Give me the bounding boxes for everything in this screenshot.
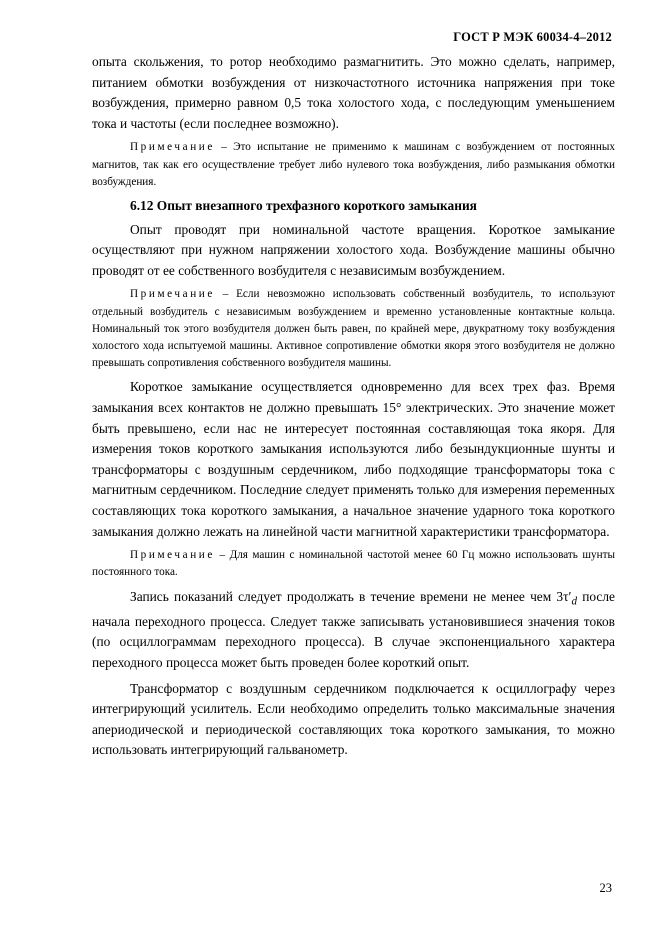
paragraph-continuation: опыта скольжения, то ротор необходимо размагнитить. Это можно сделать, например, питанием обмотки возбуждения от низкочастотного источника напряжения при токе возбуждения, примерно равном 0,5 тока холостого хода, с последующим уменьшением тока и частоты (если последнее возможно). <box>92 54 615 131</box>
note-text: – Для машин с номинальной частотой менее 60 Гц можно использовать шунты постоянного тока. <box>92 549 615 579</box>
note-text: – Если невозможно использовать собственный возбудитель, то используют отдельный возбудитель с независимым возбуждением и временно установленные контактные кольца. Номинальный ток этого возбудителя должен быть равен, по крайней мере, двукратному току возбуждения холостого хода испытуемой машины. Активное сопротивление обмотки якоря этого возбудителя не должно превышать сопротивления собственного возбудителя машины. <box>92 288 615 370</box>
note-label: Примечание <box>130 141 215 154</box>
time-constant-symbol: τ′ <box>563 588 572 604</box>
page-number: 23 <box>599 881 612 895</box>
note-label: Примечание <box>130 549 215 562</box>
standard-header: ГОСТ Р МЭК 60034-4–2012 <box>453 30 612 44</box>
section-heading: 6.12 Опыт внезапного трехфазного короткого замыкания <box>130 197 477 213</box>
note-text: – Это испытание не применимо к машинам с возбуждением от постоянных магнитов, так как его осуществление требует либо нулевого тока возбуждения, либо размыкания обмотки возбуждения. <box>92 141 615 188</box>
paragraph-transformer: Трансформатор с воздушным сердечником подключается к осциллографу через интегрирующий усилитель. Если необходимо определить только максимальные значения апериодической и периодической составляющих тока короткого замыкания, то можно использовать интегрирующий гальванометр. <box>92 680 615 758</box>
time-constant-subscript: d <box>571 595 578 608</box>
text-fragment: после начала переходного процесса. Следует также записывать установившиеся значения токов (по осциллограммам переходного процесса). В случае экспоненциального характера переходного процесса может быть проведен более короткий опыт. <box>92 588 615 670</box>
note-3 <box>92 547 615 581</box>
note-1 <box>92 139 615 191</box>
note-2 <box>92 286 615 372</box>
page-content <box>92 52 615 761</box>
text-fragment: Запись показаний следует продолжать в течение времени не менее чем 3 <box>130 588 564 604</box>
paragraph-short-circuit: Короткое замыкание осуществляется одновременно для всех трех фаз. Время замыкания всех контактов не должно превышать 15° электрических. Это значение может быть превышено, если нас не интересует постоянная составляющая тока якоря. Для измерения токов короткого замыкания используются либо безындукционные шунты и трансформаторы с воздушным сердечником, либо подходящие трансформаторы тока с магнитным сердечником. Последние следует применять только для измерения переменных составляющих тока короткого замыкания, а начальное значение ударного тока короткого замыкания должно лежать на линейной части магнитной характеристики трансформатора. <box>92 379 615 539</box>
paragraph-recording <box>92 587 615 674</box>
note-label: Примечание <box>130 288 215 301</box>
paragraph-test-conditions: Опыт проводят при номинальной частоте вращения. Короткое замыкание осуществляют при нужном напряжении холостого хода. Возбуждение машины обычно проводят от ее собственного возбудителя с независимым возбуждением. <box>92 221 615 278</box>
